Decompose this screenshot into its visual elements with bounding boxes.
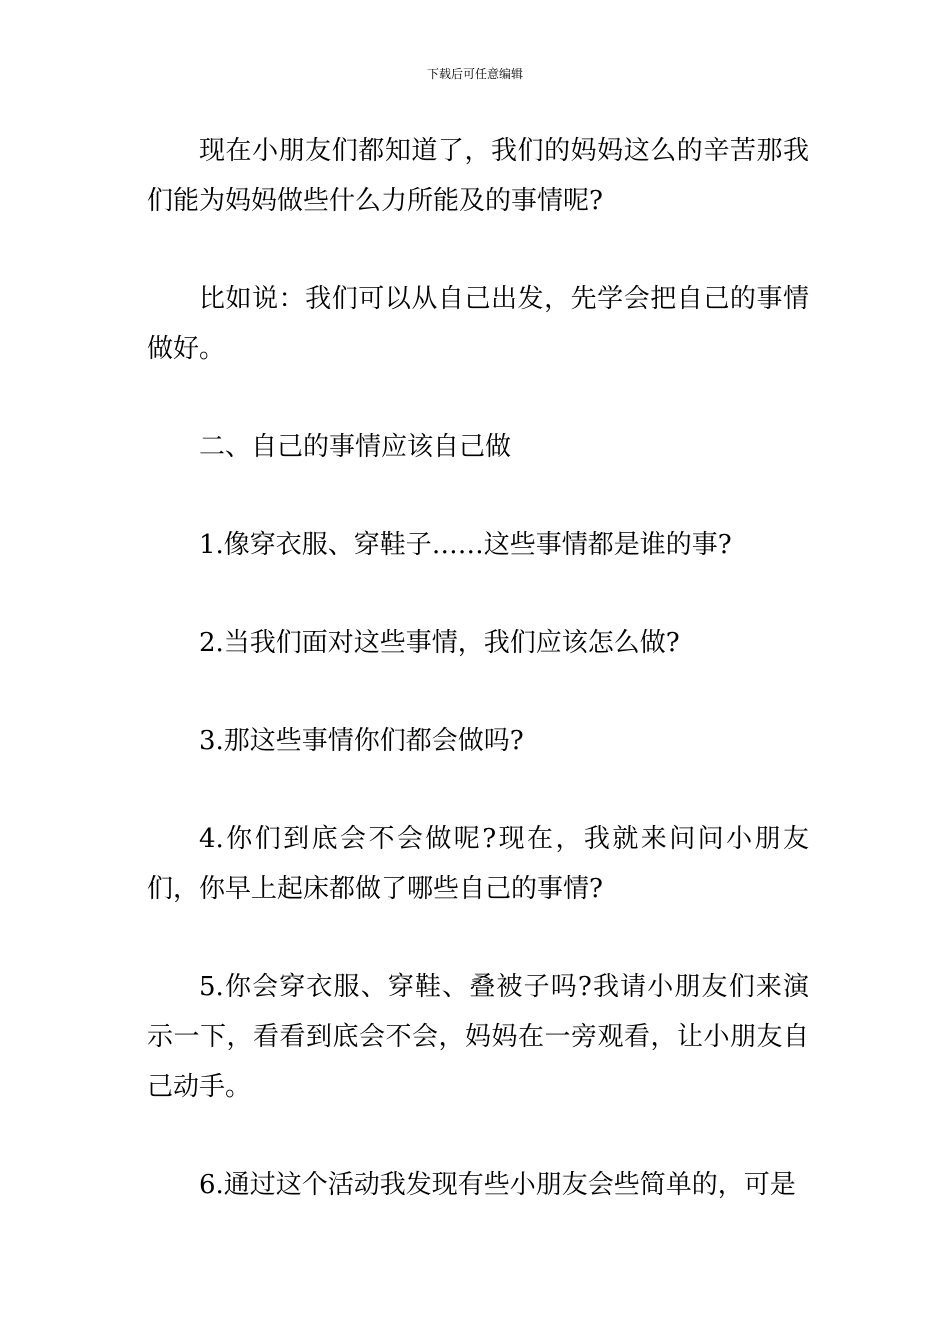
list-item: 4.你们到底会不会做呢?现在，我就来问问小朋友们，你早上起床都做了哪些自己的事情? [147, 824, 809, 904]
list-item: 6.通过这个活动我发现有些小朋友会些简单的，可是 [199, 1170, 796, 1200]
list-item: 5.你会穿衣服、穿鞋、叠被子吗?我请小朋友们来演示一下，看看到底会不会，妈妈在一旁观看，让小朋友自己动手。 [147, 972, 809, 1102]
page-header: 下载后可任意编辑 [426, 67, 523, 81]
list-item: 2.当我们面对这些事情，我们应该怎么做? [199, 628, 680, 658]
list-item: 3.那这些事情你们都会做吗? [199, 726, 524, 756]
paragraph: 比如说：我们可以从自己出发，先学会把自己的事情做好。 [147, 284, 809, 364]
paragraph: 现在小朋友们都知道了，我们的妈妈这么的辛苦那我们能为妈妈做些什么力所能及的事情呢? [147, 136, 809, 216]
list-item: 1.像穿衣服、穿鞋子……这些事情都是谁的事? [199, 530, 732, 560]
section-heading: 二、自己的事情应该自己做 [199, 432, 512, 462]
document-body [147, 126, 809, 1258]
